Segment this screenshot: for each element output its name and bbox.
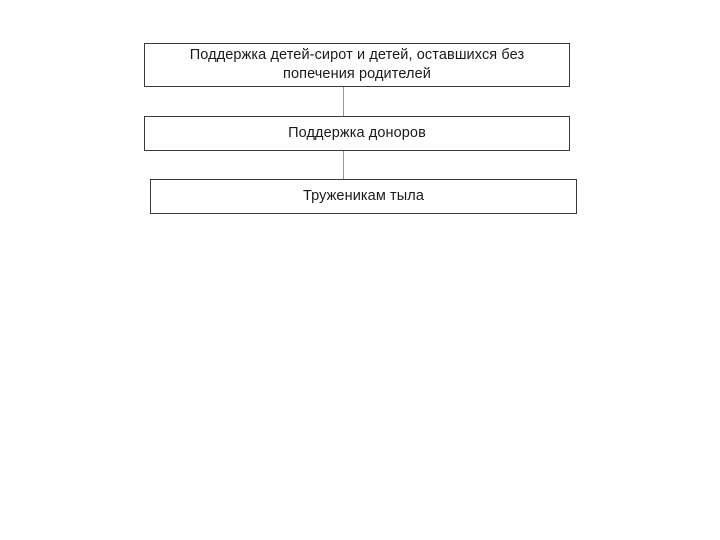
diagram-node-label: Поддержка доноров <box>288 125 426 141</box>
diagram-node-label: Труженикам тыла <box>302 188 425 204</box>
diagram-node-home-front-workers <box>150 179 577 214</box>
diagram-connector <box>343 87 344 116</box>
diagram-connector <box>343 151 344 179</box>
diagram-node-orphan-support <box>144 43 570 87</box>
diagram-node-label: Поддержка детей-сирот и детей, оставшихся без попечения родителей <box>189 47 525 82</box>
diagram-node-donor-support <box>144 116 570 151</box>
